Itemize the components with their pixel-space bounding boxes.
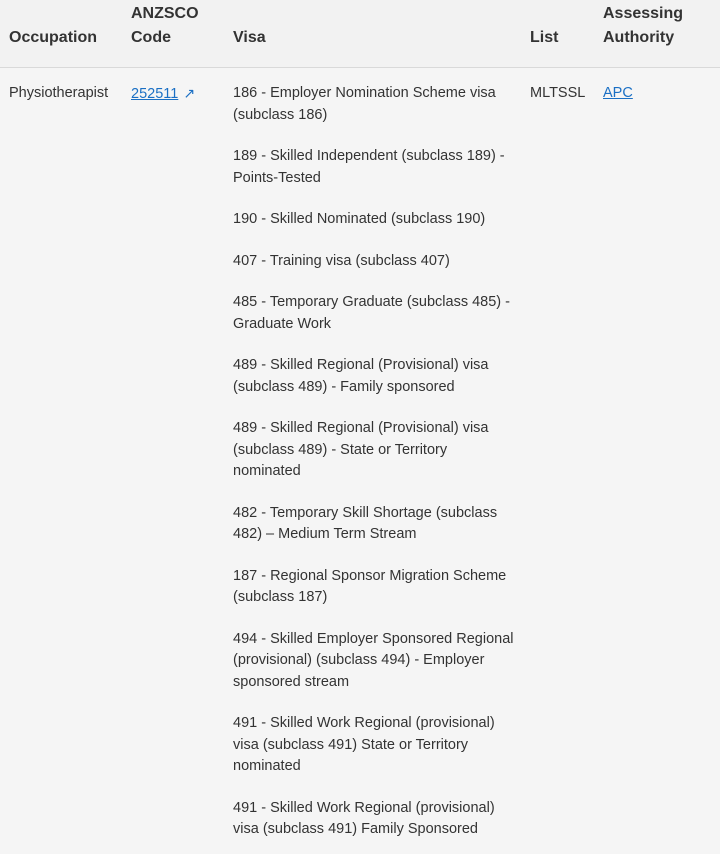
visa-list-item: 491 - Skilled Work Regional (provisional) visa (subclass 491) Family Sponsored (233, 799, 495, 837)
visa-list-item: 187 - Regional Sponsor Migration Scheme (subclass 187) (233, 567, 507, 605)
header-occupation: Occupation (9, 29, 98, 46)
table-header-row (0, 0, 720, 68)
assessing-authority-link[interactable]: APC (603, 85, 633, 101)
anzsco-code-link[interactable] (131, 86, 195, 102)
cell-assessing-authority (603, 83, 633, 105)
cell-list: MLTSSL (530, 85, 586, 101)
anzsco-code-text: 252511 (131, 86, 179, 102)
header-list: List (530, 29, 559, 46)
visa-list-item: 489 - Skilled Regional (Provisional) visa (subclass 489) - State or Territory nominated (233, 420, 489, 479)
visa-list-item: 189 - Skilled Independent (subclass 189) - Points-Tested (233, 148, 505, 186)
visa-list-item: 407 - Training visa (subclass 407) (233, 252, 450, 269)
header-visa: Visa (233, 29, 266, 46)
cell-occupation: Physiotherapist (9, 85, 109, 101)
header-anzsco-code: ANZSCO Code (131, 5, 199, 46)
visa-list-item: 186 - Employer Nomination Scheme visa (subclass 186) (233, 85, 496, 123)
visa-list-item: 494 - Skilled Employer Sponsored Regional (provisional) (subclass 494) - Employer sponsored stream (233, 630, 514, 690)
visa-list-item: 491 - Skilled Work Regional (provisional) visa (subclass 491) State or Territory nominated (233, 715, 495, 774)
visa-list-item: 489 - Skilled Regional (Provisional) visa (subclass 489) - Family sponsored (233, 357, 489, 395)
external-link-icon: ↗ (183, 85, 196, 101)
visa-list-item: 482 - Temporary Skill Shortage (subclass 482) – Medium Term Stream (233, 504, 498, 542)
header-assessing-authority: Assessing Authority (603, 5, 684, 46)
visa-list (233, 83, 518, 854)
cell-anzsco-code (131, 83, 195, 106)
visa-list-item: 485 - Temporary Graduate (subclass 485) - Graduate Work (233, 294, 510, 332)
visa-list-item: 190 - Skilled Nominated (subclass 190) (233, 211, 486, 227)
